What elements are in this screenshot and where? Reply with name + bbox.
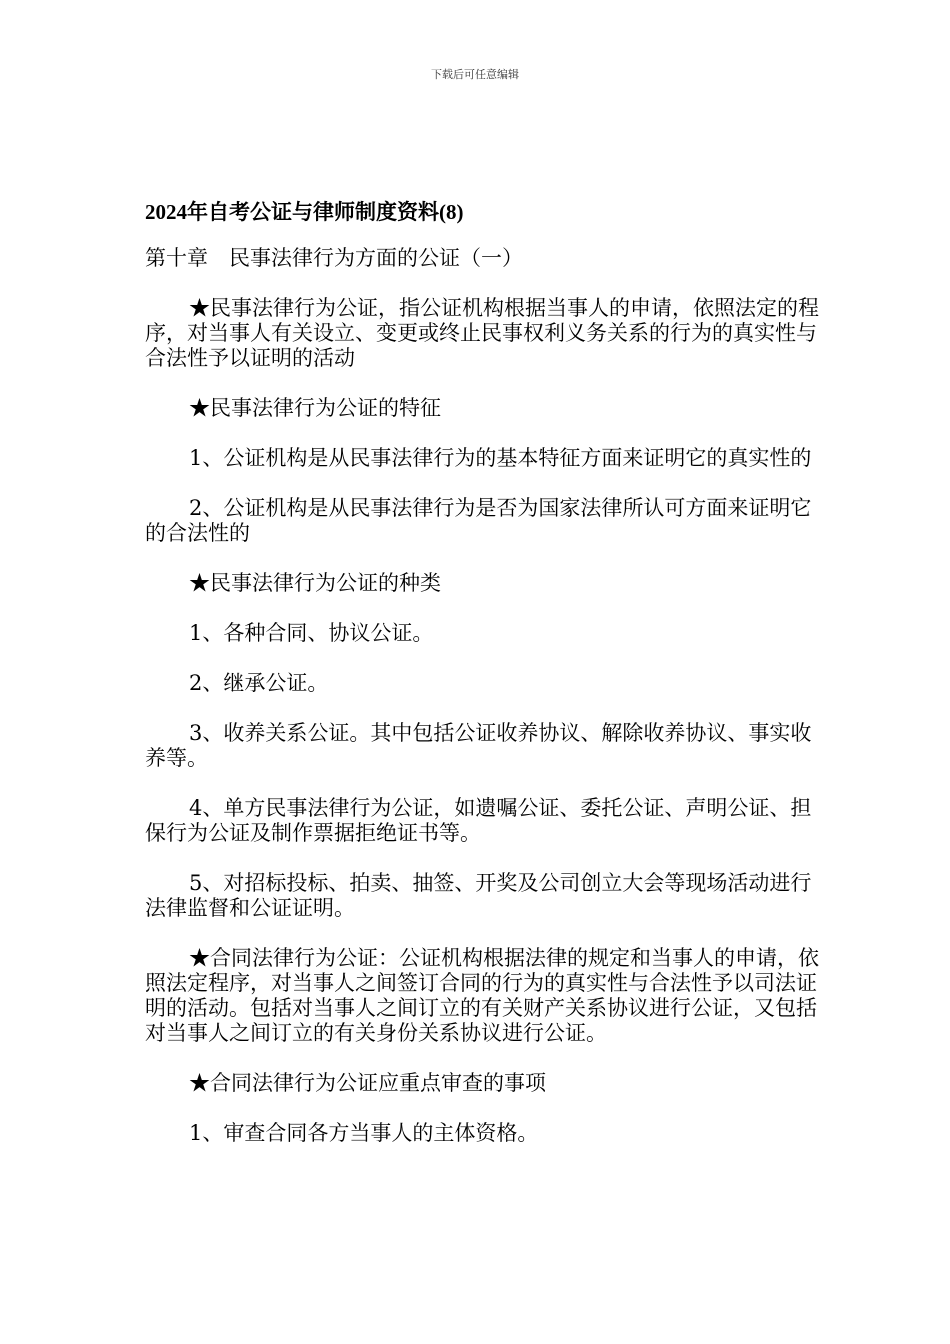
paragraph-review-heading: ★合同法律行为公证应重点审查的事项 xyxy=(189,1071,546,1095)
chapter-heading: 第十章 民事法律行为方面的公证（一） xyxy=(145,246,523,270)
document-body xyxy=(145,198,825,1146)
paragraph-definition: ★民事法律行为公证，指公证机构根据当事人的申请，依照法定的程序，对当事人有关设立、变更或终止民事权利义务关系的行为的真实性与合法性予以证明的活动 xyxy=(145,296,819,370)
paragraph-type-4: 4、单方民事法律行为公证，如遗嘱公证、委托公证、声明公证、担保行为公证及制作票据拒绝证书等。 xyxy=(145,796,812,845)
paragraph-type-2: 2、继承公证。 xyxy=(189,671,329,695)
paragraph-review-1: 1、审查合同各方当事人的主体资格。 xyxy=(189,1121,539,1145)
paragraph-type-1: 1、各种合同、协议公证。 xyxy=(189,621,434,645)
paragraph-types-heading: ★民事法律行为公证的种类 xyxy=(189,571,441,595)
page-header-note: 下载后可任意编辑 xyxy=(431,68,519,81)
paragraph-type-3: 3、收养关系公证。其中包括公证收养协议、解除收养协议、事实收养等。 xyxy=(145,721,812,770)
paragraph-contract-definition: ★合同法律行为公证：公证机构根据法律的规定和当事人的申请，依照法定程序，对当事人之间签订合同的行为的真实性与合法性予以司法证明的活动。包括对当事人之间订立的有关财产关系协议进行公证，又包括对当事人之间订立的有关身份关系协议进行公证。 xyxy=(145,946,819,1045)
paragraph-type-5: 5、对招标投标、拍卖、抽签、开奖及公司创立大会等现场活动进行法律监督和公证证明。 xyxy=(145,871,812,920)
document-title: 2024年自考公证与律师制度资料(8) xyxy=(145,200,464,224)
paragraph-feature-2: 2、公证机构是从民事法律行为是否为国家法律所认可方面来证明它的合法性的 xyxy=(145,496,812,545)
paragraph-feature-1: 1、公证机构是从民事法律行为的基本特征方面来证明它的真实性的 xyxy=(189,446,812,470)
paragraph-features-heading: ★民事法律行为公证的特征 xyxy=(189,396,441,420)
